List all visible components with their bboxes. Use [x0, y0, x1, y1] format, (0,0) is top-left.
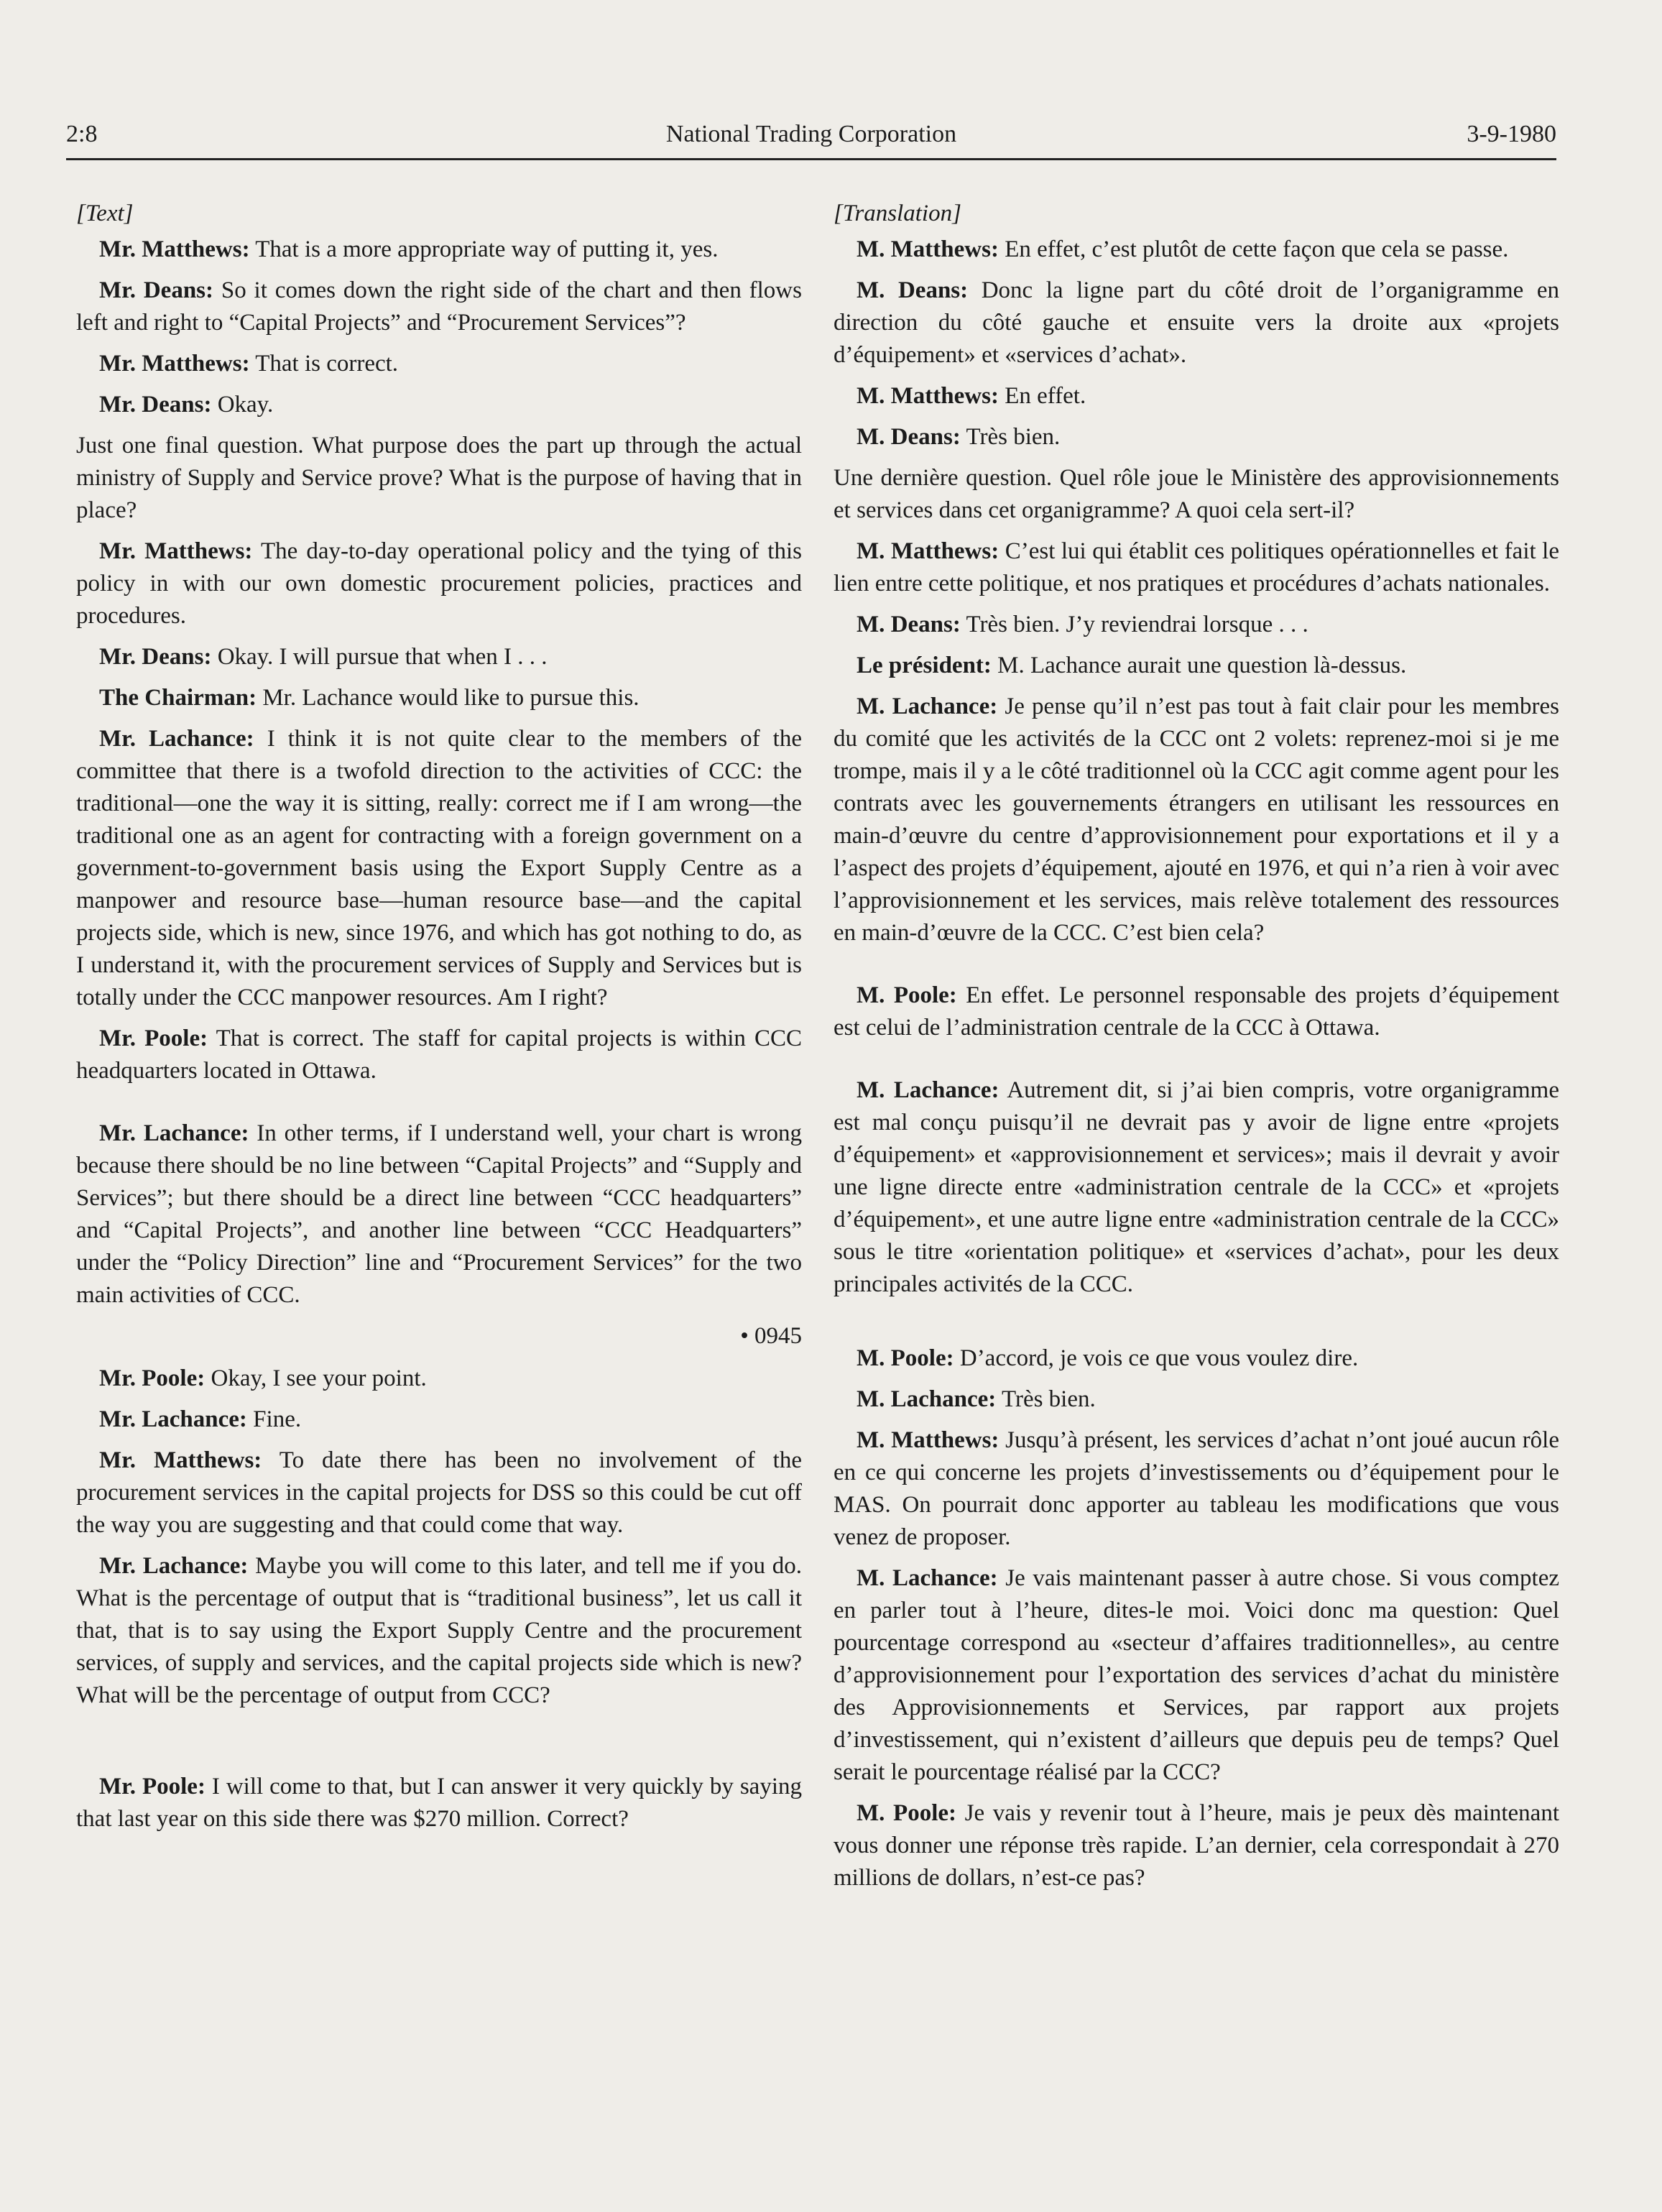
speech: Okay, I see your point. — [205, 1365, 427, 1391]
speech: That is correct. The staff for capital projects is within CCC headquarters located in Ottawa. — [76, 1026, 802, 1084]
speaker: Mr. Lachance: — [99, 1406, 247, 1432]
speech: Je vais y revenir tout à l’heure, mais je peux dès maintenant vous donner une réponse très rapide. L’an dernier, cela correspondait à 270 millions de dollars, n’est-ce pas? — [834, 1800, 1560, 1891]
english-column — [76, 198, 802, 1844]
speaker: Mr. Deans: — [99, 644, 212, 670]
timestamp: • 0945 — [740, 1323, 802, 1349]
paragraph — [834, 980, 1559, 1044]
paragraph — [76, 348, 802, 380]
speaker: Mr. Poole: — [99, 1365, 206, 1391]
speaker: Mr. Matthews: — [99, 538, 253, 564]
paragraph — [834, 1797, 1559, 1894]
speaker: M. Matthews: — [857, 1427, 999, 1453]
paragraph — [834, 1074, 1559, 1301]
speech: Très bien. — [996, 1386, 1096, 1412]
speech: So it comes down the right side of the chart and then flows left and right to “Capital Projects” and “Procurement Services”? — [76, 277, 802, 336]
paragraph — [76, 682, 802, 714]
speech: That is correct. — [249, 351, 399, 377]
speaker: Mr. Poole: — [99, 1774, 206, 1799]
speech: I think it is not quite clear to the members of the committee that there is a twofold direction to the activities of CCC: the traditional—one the way it is sitting, really: correct me if I am wrong—the traditional one as an agent for contracting with a foreign government on a government-to-government basis using the Export Supply Centre as a manpower and resource base—human resource base—and the capital projects side, which is new, since 1976, and which has got nothing to do, as I understand it, with the procurement services of Supply and Services but is totally under the CCC manpower resources. Am I right? — [76, 726, 802, 1010]
paragraph — [76, 1771, 802, 1835]
speech: Just one final question. What purpose does the part up through the actual ministry of Supply and Service prove? What is the purpose of having that in place? — [76, 433, 802, 523]
paragraph — [834, 535, 1559, 600]
paragraph — [76, 535, 802, 632]
speaker: M. Poole: — [857, 982, 957, 1008]
speech: C’est lui qui établit ces politiques opérationnelles et fait le lien entre cette politique, et nos pratiques et procédures d’achats nationales. — [834, 538, 1559, 596]
speaker: Mr. Poole: — [99, 1026, 208, 1051]
page-number: 2:8 — [66, 121, 98, 147]
speaker: Le président: — [857, 653, 992, 678]
speaker: M. Poole: — [857, 1345, 954, 1371]
speaker: M. Deans: — [857, 424, 961, 450]
paragraph — [834, 650, 1559, 682]
page-date: 3-9-1980 — [1467, 121, 1556, 147]
speech: To date there has been no involvement of the procurement services in the capital projects for DSS so this could be cut off the way you are suggesting and that could come that way. — [76, 1447, 802, 1538]
speaker: Mr. Lachance: — [99, 1553, 249, 1579]
speaker: Mr. Matthews: — [99, 236, 250, 262]
paragraph — [76, 1363, 802, 1395]
speaker: M. Lachance: — [857, 693, 998, 719]
speaker: M. Lachance: — [857, 1565, 998, 1591]
speech: Très bien. J’y reviendrai lorsque . . . — [960, 612, 1308, 637]
speaker: Mr. Matthews: — [99, 1447, 262, 1473]
page-header — [66, 121, 1556, 160]
speaker: Mr. Lachance: — [99, 726, 254, 752]
paragraph — [834, 609, 1559, 641]
speaker: M. Lachance: — [857, 1386, 997, 1412]
paragraph — [834, 234, 1559, 266]
speech: Okay. I will pursue that when I . . . — [211, 644, 548, 670]
speech: Jusqu’à présent, les services d’achat n’ont joué aucun rôle en ce qui concerne les projets d’investissements ou d’équipement pour le MAS. On pourrait donc apporter au tableau les modifications que vous venez de proposer. — [834, 1427, 1559, 1550]
speaker: Mr. Deans: — [99, 392, 212, 418]
french-column — [834, 198, 1559, 1903]
speech: M. Lachance aurait une question là-dessus. — [991, 653, 1407, 678]
speech: That is a more appropriate way of putting it, yes. — [249, 236, 719, 262]
section-label: [Translation] — [834, 201, 961, 226]
speaker: M. Lachance: — [857, 1077, 999, 1103]
paragraph — [76, 641, 802, 673]
paragraph — [834, 691, 1559, 949]
paragraph — [76, 275, 802, 339]
speaker: Mr. Deans: — [99, 277, 214, 303]
speech: En effet, c’est plutôt de cette façon que cela se passe. — [998, 236, 1509, 262]
page-title: National Trading Corporation — [665, 121, 957, 147]
speech: In other terms, if I understand well, your chart is wrong because there should be no line between “Capital Projects” and “Supply and Services”; but there should be a direct line between “CCC headquarters” and “Capital Projects”, and another line between “CCC Headquarters” under the “Policy Direction” line and “Procurement Services” for the two main activities of CCC. — [76, 1120, 803, 1308]
speech: Fine. — [246, 1406, 302, 1432]
paragraph — [76, 1117, 802, 1312]
speech: Une dernière question. Quel rôle joue le Ministère des approvisionnements et services dans cet organigramme? A quoi cela sert-il? — [834, 465, 1559, 523]
speech: I will come to that, but I can answer it very quickly by saying that last year on this side there was $270 million. Correct? — [76, 1774, 802, 1832]
speech: Autrement dit, si j’ai bien compris, votre organigramme est mal conçu puisqu’il ne devrait pas y avoir de ligne entre «projets d’équipement» et «approvisionnement et services»; mais il devrait y avoir une ligne directe entre «administration centrale de la CCC» et «projets d’équipement», et une autre ligne entre «administration centrale de la CCC» sous le titre «orientation politique» et «services d’achat», pour les deux principales activités de la CCC. — [834, 1077, 1560, 1297]
speaker: M. Matthews: — [857, 538, 999, 564]
speaker: Mr. Lachance: — [99, 1120, 249, 1146]
paragraph — [834, 1424, 1559, 1554]
paragraph — [834, 421, 1559, 453]
speech: D’accord, je vois ce que vous voulez dire. — [954, 1345, 1359, 1371]
speech: Très bien. — [960, 424, 1061, 450]
speech: Maybe you will come to this later, and tell me if you do. What is the percentage of output that is “traditional business”, let us call it that, that is to say using the Export Supply Centre and the procurement services, of supply and services, and the capital projects side which is new? What will be the percentage of output from CCC? — [76, 1553, 802, 1708]
paragraph — [834, 1562, 1559, 1789]
paragraph — [76, 430, 802, 527]
speech: Okay. — [211, 392, 274, 418]
speech: En effet. Le personnel responsable des projets d’équipement est celui de l’administration centrale de la CCC à Ottawa. — [834, 982, 1560, 1041]
paragraph — [76, 234, 802, 266]
speech: En effet. — [998, 383, 1086, 409]
speaker: M. Deans: — [857, 277, 969, 303]
speaker: M. Poole: — [857, 1800, 957, 1826]
paragraph — [76, 1444, 802, 1542]
speech: Je pense qu’il n’est pas tout à fait clair pour les membres du comité que les activités de la CCC ont 2 volets: reprenez-moi si je me trompe, mais il y a le côté traditionnel où la CCC agit comme agent pour les contrats avec les gouvernements étrangers en utilisant les ressources en main-d’œuvre du centre d’approvisionnement pour exportations et il y a l’aspect des projets d’équipement, ajouté en 1976, et qui n’a rien à voir avec l’approvisionnement et les services, mais relève totalement des ressources en main-d’œuvre de la CCC. C’est bien cela? — [834, 693, 1559, 946]
paragraph — [834, 1342, 1559, 1375]
paragraph — [76, 1023, 802, 1087]
speech: The day-to-day operational policy and the tying of this policy in with our own domestic procurement policies, practices and procedures. — [76, 538, 802, 629]
speaker: M. Matthews: — [857, 236, 999, 262]
paragraph — [76, 723, 802, 1014]
speech: Donc la ligne part du côté droit de l’organigramme en direction du côté gauche et ensuite vers la droite aux «projets d’équipement» et «services d’achat». — [834, 277, 1560, 368]
paragraph — [834, 1383, 1559, 1416]
paragraph — [834, 462, 1559, 527]
speech: Mr. Lachance would like to pursue this. — [257, 685, 640, 711]
speaker: M. Matthews: — [857, 383, 999, 409]
speaker: The Chairman: — [99, 685, 257, 711]
section-label: [Text] — [76, 201, 134, 226]
paragraph — [834, 275, 1559, 372]
speech: Je vais maintenant passer à autre chose. Si vous comptez en parler tout à l’heure, dites-le moi. Voici donc ma question: Quel pourcentage correspond au «secteur d’affaires traditionnelles», au centre d’approvisionnement pour l’exportation des services d’achat du ministère des Approvisionnements et Services, par rapport aux projets d’investissement, qui n’existent d’ailleurs que depuis peu de temps? Quel serait le pourcentage réalisé par la CCC? — [834, 1565, 1560, 1785]
paragraph — [834, 380, 1559, 413]
paragraph — [76, 1550, 802, 1712]
paragraph — [76, 1404, 802, 1436]
speaker: Mr. Matthews: — [99, 351, 250, 377]
speaker: M. Deans: — [857, 612, 961, 637]
paragraph — [76, 389, 802, 421]
